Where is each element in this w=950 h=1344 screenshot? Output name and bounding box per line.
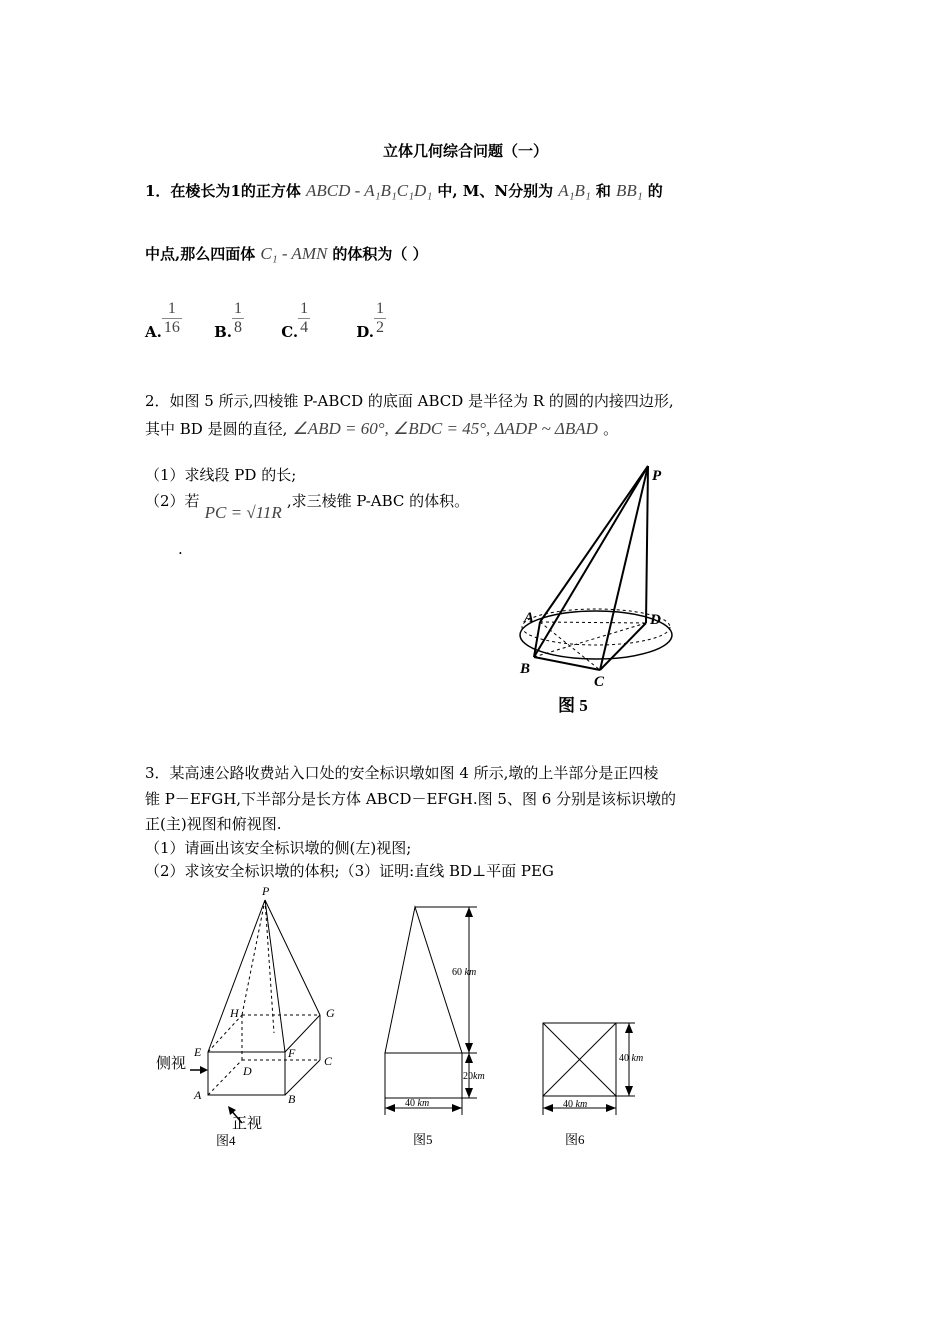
edge-pb <box>534 466 648 657</box>
q1-text-d: 的 <box>647 182 663 200</box>
q3-sub-1: （1）请画出该安全标识墩的侧(左)视图; <box>145 839 412 857</box>
figure-4-marker <box>150 885 360 1150</box>
arrowhead <box>625 1086 633 1096</box>
figure-5b-caption: 图5 <box>413 1132 433 1147</box>
label-f: F <box>288 1046 296 1060</box>
diag-ac <box>540 622 600 670</box>
q1-options <box>145 300 416 341</box>
q2-sub-1: （1）求线段 PD 的长; <box>145 466 297 484</box>
q1-text-c: 和 <box>595 182 611 200</box>
box-edge <box>208 1015 242 1052</box>
label-p: P <box>262 885 270 898</box>
label-c: C <box>324 1054 333 1068</box>
option-c: C. $\frac{1}{4}$ <box>281 300 309 341</box>
question-1-line-2 <box>145 243 428 264</box>
q2-line-2: 其中 BD 是圆的直径, ∠ABD = 60°, ∠BDC = 45°, ΔADP ~ ΔBAD 。 <box>145 419 619 438</box>
arrowhead <box>606 1104 616 1112</box>
pyramid-edge <box>265 900 320 1015</box>
label-e: E <box>194 1045 202 1059</box>
arrowhead <box>452 1104 462 1112</box>
label-h: H <box>230 1006 239 1020</box>
edge-pd <box>646 466 648 623</box>
arrowhead <box>385 1104 395 1112</box>
box-edge <box>208 1060 242 1095</box>
edge-pc <box>600 466 648 670</box>
dim-side-value: 40 km <box>619 1053 644 1064</box>
q1-expr-bb1: BB₁ <box>615 181 643 200</box>
arrowhead <box>465 1043 473 1053</box>
figure-5-pyramid <box>510 460 680 720</box>
dim-bottom-value: 20km <box>463 1071 485 1082</box>
fraction: $\frac{1}{16}$ <box>163 300 180 336</box>
pyramid-edge <box>265 900 285 1052</box>
q1-expr-cube: ABCD - A₁B₁C₁D₁ <box>305 181 433 200</box>
q1-text-a: 1．在棱长为1的正方体 <box>145 182 301 200</box>
figure-5-caption: 图 5 <box>558 696 588 715</box>
pyramid-edge <box>242 900 265 1015</box>
front-view-label: 正视 <box>232 1116 263 1132</box>
dim-width-value: 40 km <box>405 1098 430 1109</box>
label-c: C <box>594 674 605 690</box>
figure-6-caption: 图6 <box>565 1132 585 1147</box>
q1-expr-tetra: C₁ - AMN <box>260 244 328 263</box>
label-b: B <box>288 1092 296 1106</box>
figure-5-front-view <box>375 895 515 1150</box>
fraction: $\frac{1}{2}$ <box>375 300 384 336</box>
q1-expr-a1b1: A₁B₁ <box>558 181 591 200</box>
page-title: 立体几何综合问题（一） <box>383 142 549 160</box>
option-a: A. $\frac{1}{16}$ <box>145 300 180 341</box>
figure-6-top-view <box>535 1015 655 1150</box>
q1-text-e: 中点,那么四面体 <box>145 245 256 263</box>
label-a: A <box>194 1088 202 1102</box>
label-b: B <box>520 661 531 677</box>
q2-angle-expr: ∠ABD = 60°, ∠BDC = 45°, ΔADP ~ ΔBAD <box>292 419 598 438</box>
dim-top-value: 60 km <box>452 967 477 978</box>
arrowhead <box>465 1088 473 1098</box>
figure-4-caption: 图4 <box>216 1133 236 1148</box>
front-triangle <box>385 907 462 1053</box>
front-rect <box>385 1053 462 1098</box>
arrowhead <box>543 1104 553 1112</box>
box-edge <box>285 1060 320 1095</box>
label-d: D <box>243 1064 252 1078</box>
q2-line-1: 2．如图 5 所示,四棱锥 P-ABCD 的底面 ABCD 是半径为 R 的圆的内接四边形, <box>145 392 674 410</box>
label-d: D <box>650 612 661 628</box>
q3-line-1: 3．某高速公路收费站入口处的安全标识墩如图 4 所示,墩的上半部分是正四棱 <box>145 764 659 782</box>
q3-sub-2: （2）求该安全标识墩的体积;（3）证明:直线 BD⊥平面 PEG <box>145 862 554 880</box>
fraction: $\frac{1}{8}$ <box>234 300 242 336</box>
arrowhead <box>625 1023 633 1033</box>
dim-width-value: 40 km <box>563 1099 588 1110</box>
option-d: D. $\frac{1}{2}$ <box>356 300 384 341</box>
fraction: $\frac{1}{4}$ <box>300 300 309 336</box>
pyramid-edge <box>265 900 274 1033</box>
label-a: A <box>524 610 535 626</box>
arrowhead <box>200 1066 208 1074</box>
label-p: P <box>652 468 662 484</box>
q2-dot: . <box>178 540 183 558</box>
q2-pc-expr: PC = √11R <box>204 503 282 522</box>
q1-text-b: 中, M、N分别为 <box>437 182 554 200</box>
option-b: B. $\frac{1}{8}$ <box>214 300 242 341</box>
arrowhead <box>465 1053 473 1063</box>
pyramid-edge <box>208 900 265 1052</box>
q2-sub-2: （2）若 PC = √11R ,求三棱锥 P-ABC 的体积。 <box>145 492 470 522</box>
edge-pa <box>540 466 648 622</box>
question-1-line-1 <box>145 180 663 201</box>
q1-text-f: 的体积为（ ） <box>332 245 428 263</box>
q3-line-2: 锥 P－EFGH,下半部分是长方体 ABCD－EFGH.图 5、图 6 分别是该标识墩的 <box>145 790 677 808</box>
side-view-label: 侧视 <box>156 1056 187 1072</box>
q3-line-3: 正(主)视图和俯视图. <box>145 815 282 833</box>
label-g: G <box>326 1006 335 1020</box>
arrowhead <box>465 907 473 917</box>
